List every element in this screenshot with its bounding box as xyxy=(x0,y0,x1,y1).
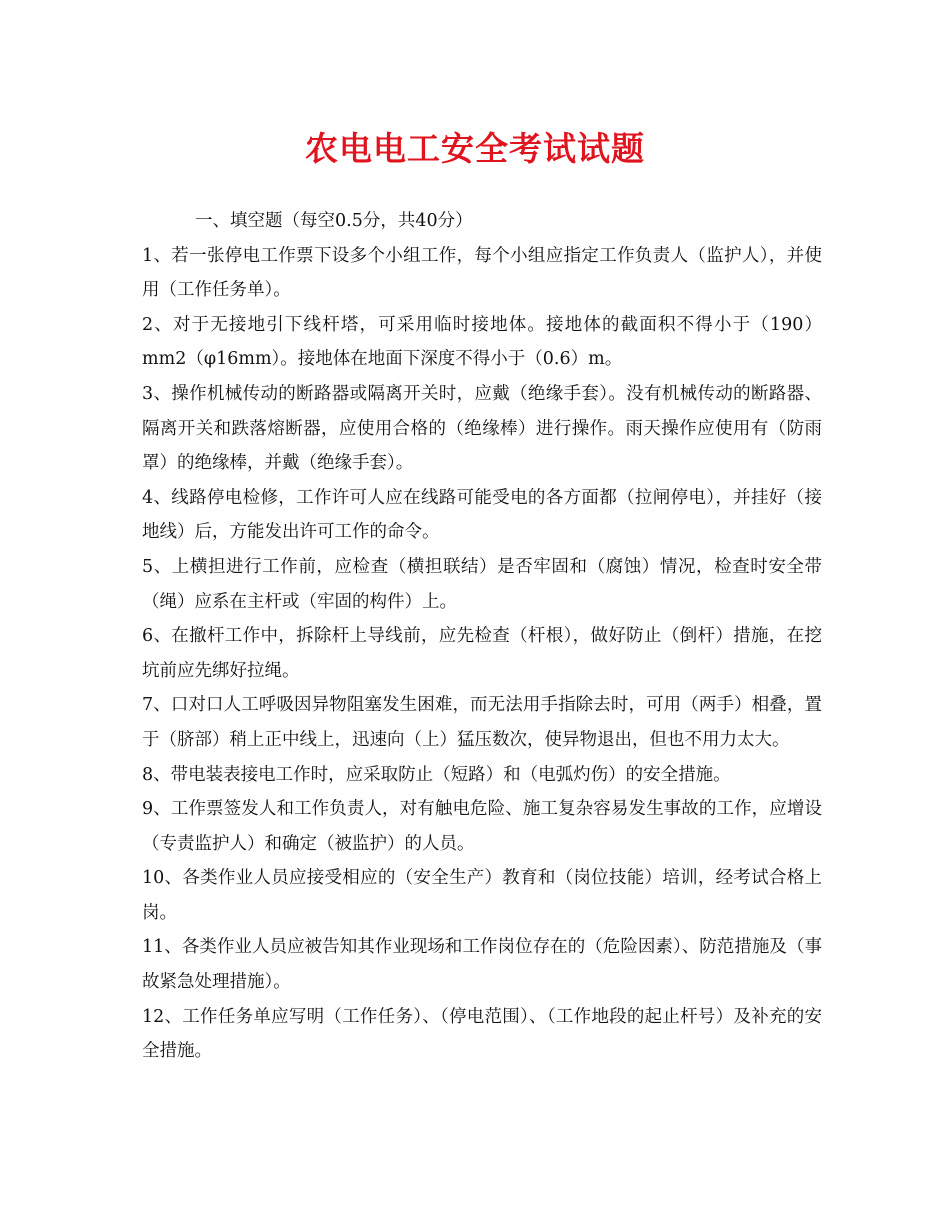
question-item-11: 11、各类作业人员应被告知其作业现场和工作岗位存在的（危险因素）、防范措施及（事故紧急处理措施）。 xyxy=(142,937,822,993)
question-item-1: 1、若一张停电工作票下设多个小组工作，每个小组应指定工作负责人（监护人），并使用（工作任务单）。 xyxy=(142,245,822,301)
document-title: 农电电工安全考试试题 xyxy=(305,129,645,168)
question-item-5: 5、上横担进行工作前，应检查（横担联结）是否牢固和（腐蚀）情况，检查时安全带（绳）应系在主杆或（牢固的构件）上。 xyxy=(142,556,822,612)
question-item-3: 3、操作机械传动的断路器或隔离开关时，应戴（绝缘手套）。没有机械传动的断路器、隔离开关和跌落熔断器，应使用合格的（绝缘棒）进行操作。雨天操作应使用有（防雨罩）的绝缘棒，并戴（绝缘手套）。 xyxy=(142,383,822,474)
question-item-7: 7、口对口人工呼吸因异物阻塞发生困难，而无法用手指除去时，可用（两手）相叠，置于（脐部）稍上正中线上，迅速向（上）猛压数次，使异物退出，但也不用力太大。 xyxy=(142,695,822,750)
question-item-2: 2、对于无接地引下线杆塔，可采用临时接地体。接地体的截面积不得小于（190）mm2（φ16mm）。接地体在地面下深度不得小于（0.6）m。 xyxy=(142,314,822,370)
question-item-12: 12、工作任务单应写明（工作任务）、（停电范围）、（工作地段的起止杆号）及补充的安全措施。 xyxy=(142,1006,822,1062)
section-heading: 一、填空题（每空0.5分，共40分） xyxy=(195,211,473,231)
question-item-9: 9、工作票签发人和工作负责人，对有触电危险、施工复杂容易发生事故的工作，应增设（专责监护人）和确定（被监护）的人员。 xyxy=(142,799,822,854)
document-body xyxy=(142,204,822,1069)
question-item-8: 8、带电装表接电工作时，应采取防止（短路）和（电弧灼伤）的安全措施。 xyxy=(142,764,731,785)
question-item-10: 10、各类作业人员应接受相应的（安全生产）教育和（岗位技能）培训，经考试合格上岗。 xyxy=(142,868,822,923)
question-item-4: 4、线路停电检修，工作许可人应在线路可能受电的各方面都（拉闸停电），并挂好（接地线）后，方能发出许可工作的命令。 xyxy=(142,487,822,543)
question-item-6: 6、在撤杆工作中，拆除杆上导线前，应先检查（杆根），做好防止（倒杆）措施，在挖坑前应先绑好拉绳。 xyxy=(142,626,822,681)
